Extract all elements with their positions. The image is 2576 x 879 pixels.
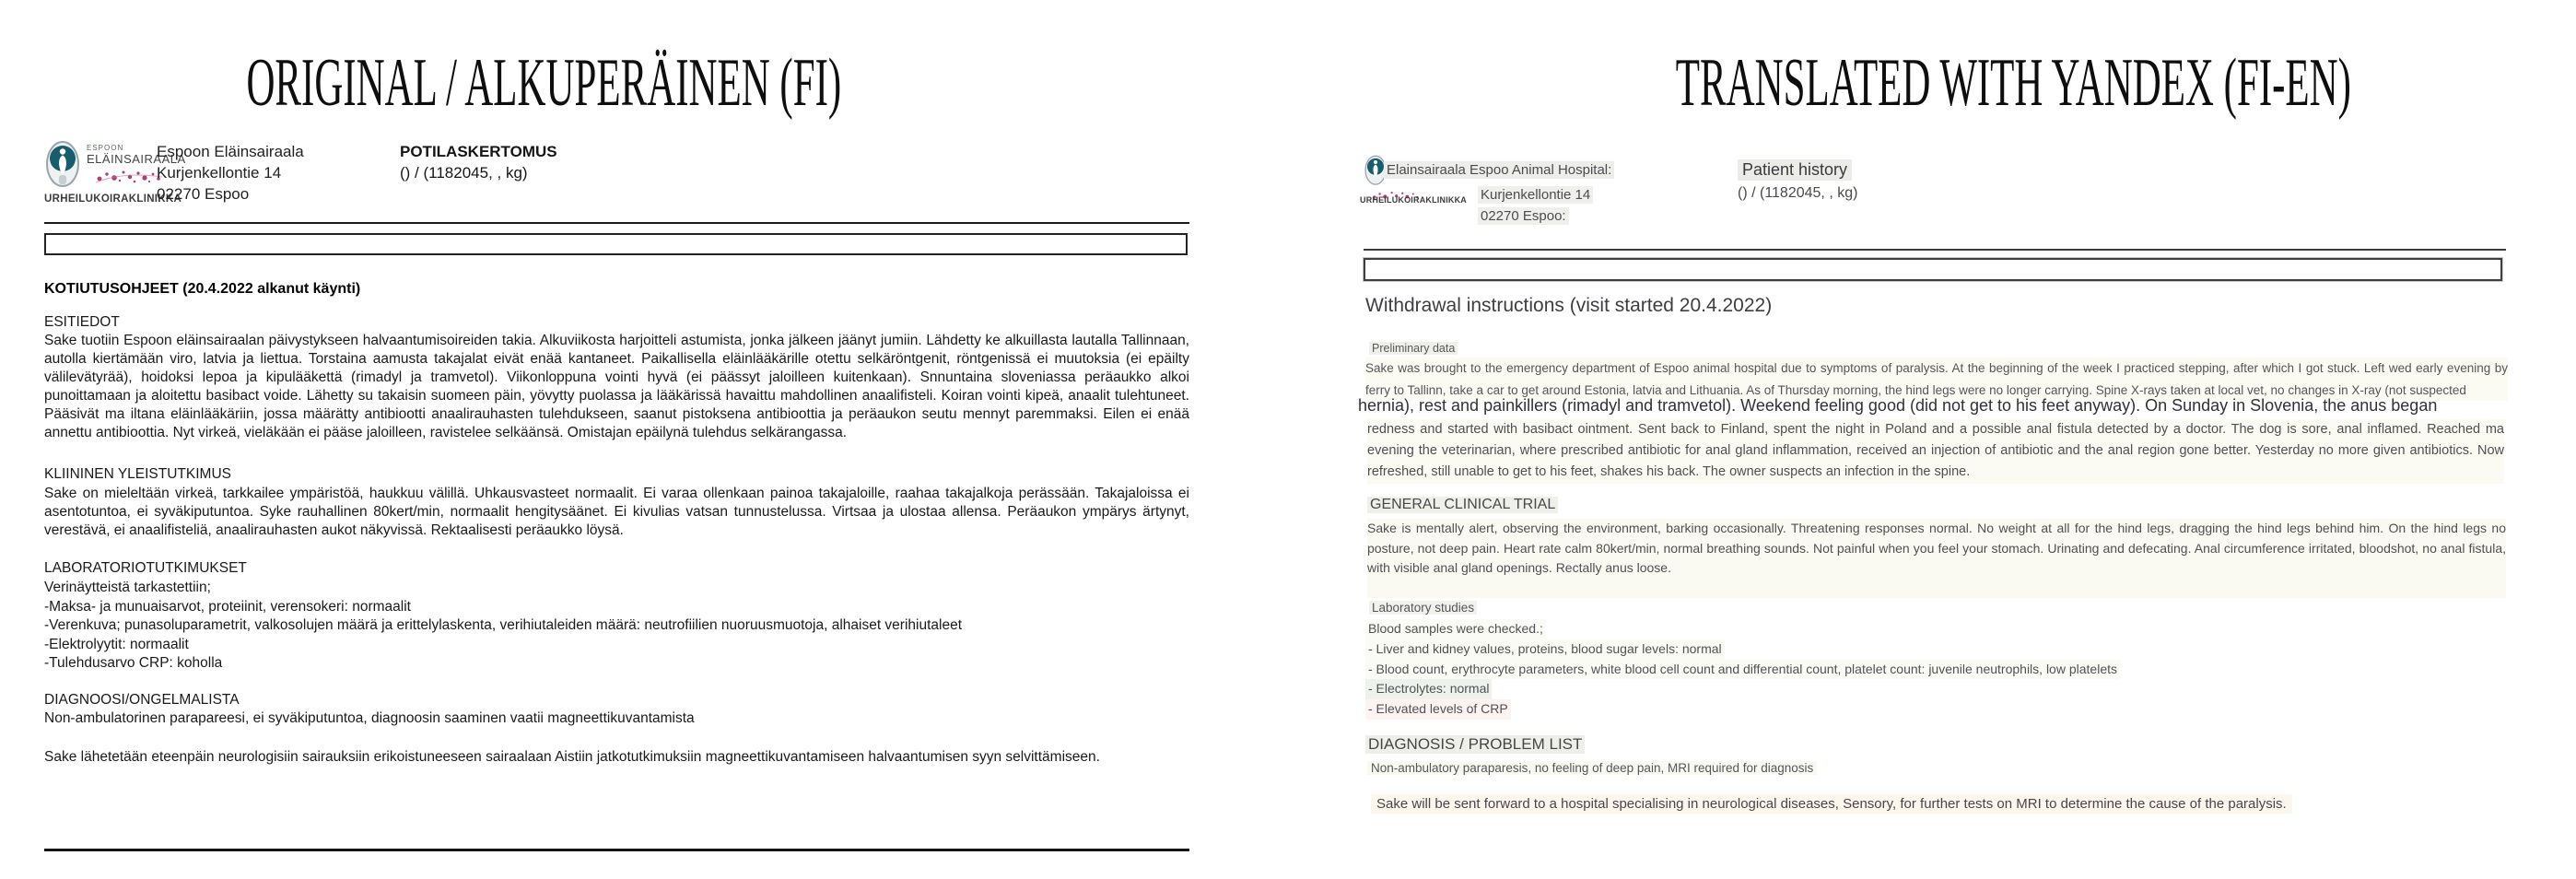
document-meta: () / (1182045, , kg) (400, 164, 528, 182)
page-bottom-rule (44, 849, 1189, 851)
clinic-logo-city: ESPOON (87, 144, 124, 152)
section-body-diagnoosi: Non-ambulatorinen parapareesi, ei syväkiputuntoa, diagnoosin saaminen vaatii magneettikuvantamista (44, 710, 695, 726)
clinic-address-line: 02270 Espoo: (1478, 207, 1569, 225)
closing-statement: Sake lähetetään eteenpäin neurologisiin sairauksiin erikoistuneeseen sairaalaan Aistiin jatkotutkimuksiin magneettikuvantamiseen halvaantumisen syyn selvittämiseen. (44, 749, 1100, 765)
section-label-kliininen: KLIININEN YLEISTUTKIMUS (44, 466, 231, 482)
general-clinical-trial-body: Sake is mentally alert, observing the environment, barking occasionally. Threatening responses normal. No weight at all for the hind legs, dragging the hind legs behind him. On the hind legs no posture, not deep pain. Heart rate calm 80kert/min, normal breathing sounds. Not painful when you feel your stomach. Urinating and defecating. Anal circumference irritated, bloodshot, no anal fistula, with visible anal gland openings. Rectally anus loose. (1367, 519, 2506, 598)
section-label-laboratory-studies: Laboratory studies (1369, 601, 1477, 615)
preliminary-data-paragraph-2: redness and started with basibact ointment. Sent back to Finland, spent the night in Poland and a possible anal fistula detected by a doctor. The dog is sore, anal inflamed. Reached ma evening the veterinarian, where prescribed antibiotic for anal gland inflammation, received an injection of antibiotic and the anal region gone better. Yesterday no more given antibiotics. Now refreshed, still unable to get to his feet, shakes his back. The owner suspects an infection in the spine. (1367, 419, 2504, 484)
section-label-preliminary-data: Preliminary data (1369, 342, 1458, 355)
lab-line: - Blood count, erythrocyte parameters, white blood cell count and differential count, platelet count: juvenile neutrophils, low platelets (1365, 660, 2120, 680)
lab-line: - Electrolytes: normal (1365, 679, 1492, 699)
section-label-laboratorio: LABORATORIOTUTKIMUKSET (44, 560, 247, 576)
lab-line: -Verenkuva; punasoluparametrit, valkosolujen määrä ja erittelylaskenta, verihiutaleiden määrä: neutrofiilien nuoruusmuotoja, alhaiset verihiutaleet (44, 617, 963, 633)
section-label-diagnosis: DIAGNOSIS / PROBLEM LIST (1365, 735, 1585, 754)
translated-title (1557, 42, 2351, 121)
document-type-block (400, 141, 557, 183)
visit-heading: Withdrawal instructions (visit started 20.4.2022) (1365, 295, 1773, 316)
preliminary-data-paragraph-1: Sake was brought to the emergency department of Espoo animal hospital due to symptoms of paralysis. At the beginning of the week I practiced stepping, after which I got stuck. Left wed early evening by ferry to Tallinn, take a car to get around Estonia, latvia and Lithuania. As of Thursday morning, the hind legs were no longer carrying. Spine X-rays taken at local vet, no changes in X-ray (not suspected (1365, 357, 2508, 401)
closing-statement: Sake will be sent forward to a hospital specialising in neurological diseases, Sensory, for further tests on MRI to determine the cause of the paralysis. (1371, 794, 2292, 814)
empty-form-field[interactable] (1364, 258, 2502, 281)
clinic-address (157, 141, 304, 205)
document-type-title: Patient history (1738, 159, 1852, 181)
lab-line: - Liver and kidney values, proteins, blood sugar levels: normal (1365, 639, 1725, 660)
lab-line: Blood samples were checked.; (1365, 619, 1546, 639)
lab-line: -Elektrolyytit: normaalit (44, 636, 189, 652)
document-meta: () / (1182045, , kg) (1738, 185, 1858, 201)
section-label-diagnoosi: DIAGNOOSI/ONGELMALISTA (44, 692, 240, 708)
original-title (138, 42, 949, 121)
clinic-address-line1: Espoon Eläinsairaala (157, 143, 304, 160)
section-body-esitiedot: Sake tuotiin Espoon eläinsairaalan päivystykseen halvaantumisoireiden takia. Alkuviikosta harjoitteli astumista, jonka jälkeen jäänyt jumiin. Lähdetty ke alkuillasta lautalla Tallinnaan, autolla kiertämään viro, latvia ja liettua. Torstaina aamusta takajalat eivät enää kantaneet. Paikallisella eläinlääkärille otettu selkäröntgenit, röntgenissä ei muutoksia (ei epäilty välilevätyrää), hoidoksi lepoa ja kipulääkettä (rimadyl ja tramvetol). Viikonloppuna vointi hyvä (ei päässyt jaloilleen kuitenkaan). Snnuntaina sloveniassa peräaukko alkoi punoittamaan ja aloitettu basibact voide. Lähetty su takaisin suomeen päin, yövytty puolassa ja lääkärissä havaittu mahdollinen anaalifisteli. Koiran vointi kipeä, anaalit tulehtuneet. Pääsivät ma iltana eläinlääkäriin, jossa määrätty antibiootti anaalirauhasten tulehdukseen, saanut pistoksena antibioottia ja peräaukon seutu mennyt paremmaksi. Eilen ei enää annettu antibioottia. Nyt virkeä, vieläkään ei pääse jaloilleen, ravistelee selkäänsä. Omistajan epäilynä tulehdus selkärangassa. (44, 333, 1189, 440)
header-divider-line (44, 222, 1189, 224)
clinic-badge-icon (44, 140, 81, 192)
clinic-logo-name: ELÄINSAIRAALA (87, 152, 186, 166)
visit-heading: KOTIUTUSOHJEET (20.4.2022 alkanut käynti) (44, 281, 361, 297)
section-body-kliininen: Sake on mieleltään virkeä, tarkkailee ympäristöä, haukkuu välillä. Uhkausvasteet normaalit. Ei varaa ollenkaan painoa takajaloille, raahaa takajalkoja perässään. Takajaloissa ei asentotuntoa, ei syväkiputuntoa. Syke rauhallinen 80kert/min, normaalit hengitysäänet. Ei kivulias vatsan tunnustelussa. Virtsaa ja ulostaa allensa. Peräaukon ympärys ärtynyt, verestävä, ei anaalifisteliä, anaalirauhasten aukot näkyvissä. Rektaalisesti peräaukko löysä. (44, 486, 1189, 538)
clinic-address-line2: Kurjenkellontie 14 (157, 164, 282, 182)
clinic-name-translated: Elainsairaala Espoo Animal Hospital: (1384, 161, 1614, 179)
translated-title-text: TRANSLATED WITH YANDEX (FI-EN) (1675, 43, 2351, 121)
original-title-text: ORIGINAL / ALKUPERÄINEN (FI) (246, 43, 841, 121)
section-label-general-clinical-trial: GENERAL CLINICAL TRIAL (1367, 497, 1558, 513)
section-label-esitiedot: ESITIEDOT (44, 314, 120, 330)
lab-line: -Maksa- ja munuaisarvot, proteiinit, verensokeri: normaalit (44, 598, 411, 615)
lab-line: -Tulehdusarvo CRP: koholla (44, 655, 223, 671)
clinic-logo-subtitle: URHEILUKOIRAKLINIKKA (1360, 195, 1467, 205)
clinic-address-line3: 02270 Espoo (157, 185, 250, 203)
lab-results-list (1365, 619, 2120, 720)
empty-form-field[interactable] (44, 233, 1188, 255)
diagnosis-body: Non-ambulatory paraparesis, no feeling of deep pain, MRI required for diagnosis (1367, 761, 1817, 775)
lab-results-list (44, 579, 962, 674)
document-type-title: POTILASKERTOMUS (400, 143, 557, 160)
translated-document-page (1288, 0, 2576, 879)
clinic-address-line: Kurjenkellontie 14 (1478, 186, 1593, 204)
lab-line: Verinäytteistä tarkastettiin; (44, 580, 211, 595)
clinic-logo-subtitle: URHEILUKOIRAKLINIKKA (44, 193, 182, 205)
lab-line: - Elevated levels of CRP (1365, 699, 1511, 720)
header-divider-line (1364, 249, 2506, 251)
preliminary-data-enlarged-line: hernia), rest and painkillers (rimadyl and tramvetol). Weekend feeling good (did not get to his feet anyway). On Sunday in Slovenia, the anus began (1358, 396, 2438, 415)
